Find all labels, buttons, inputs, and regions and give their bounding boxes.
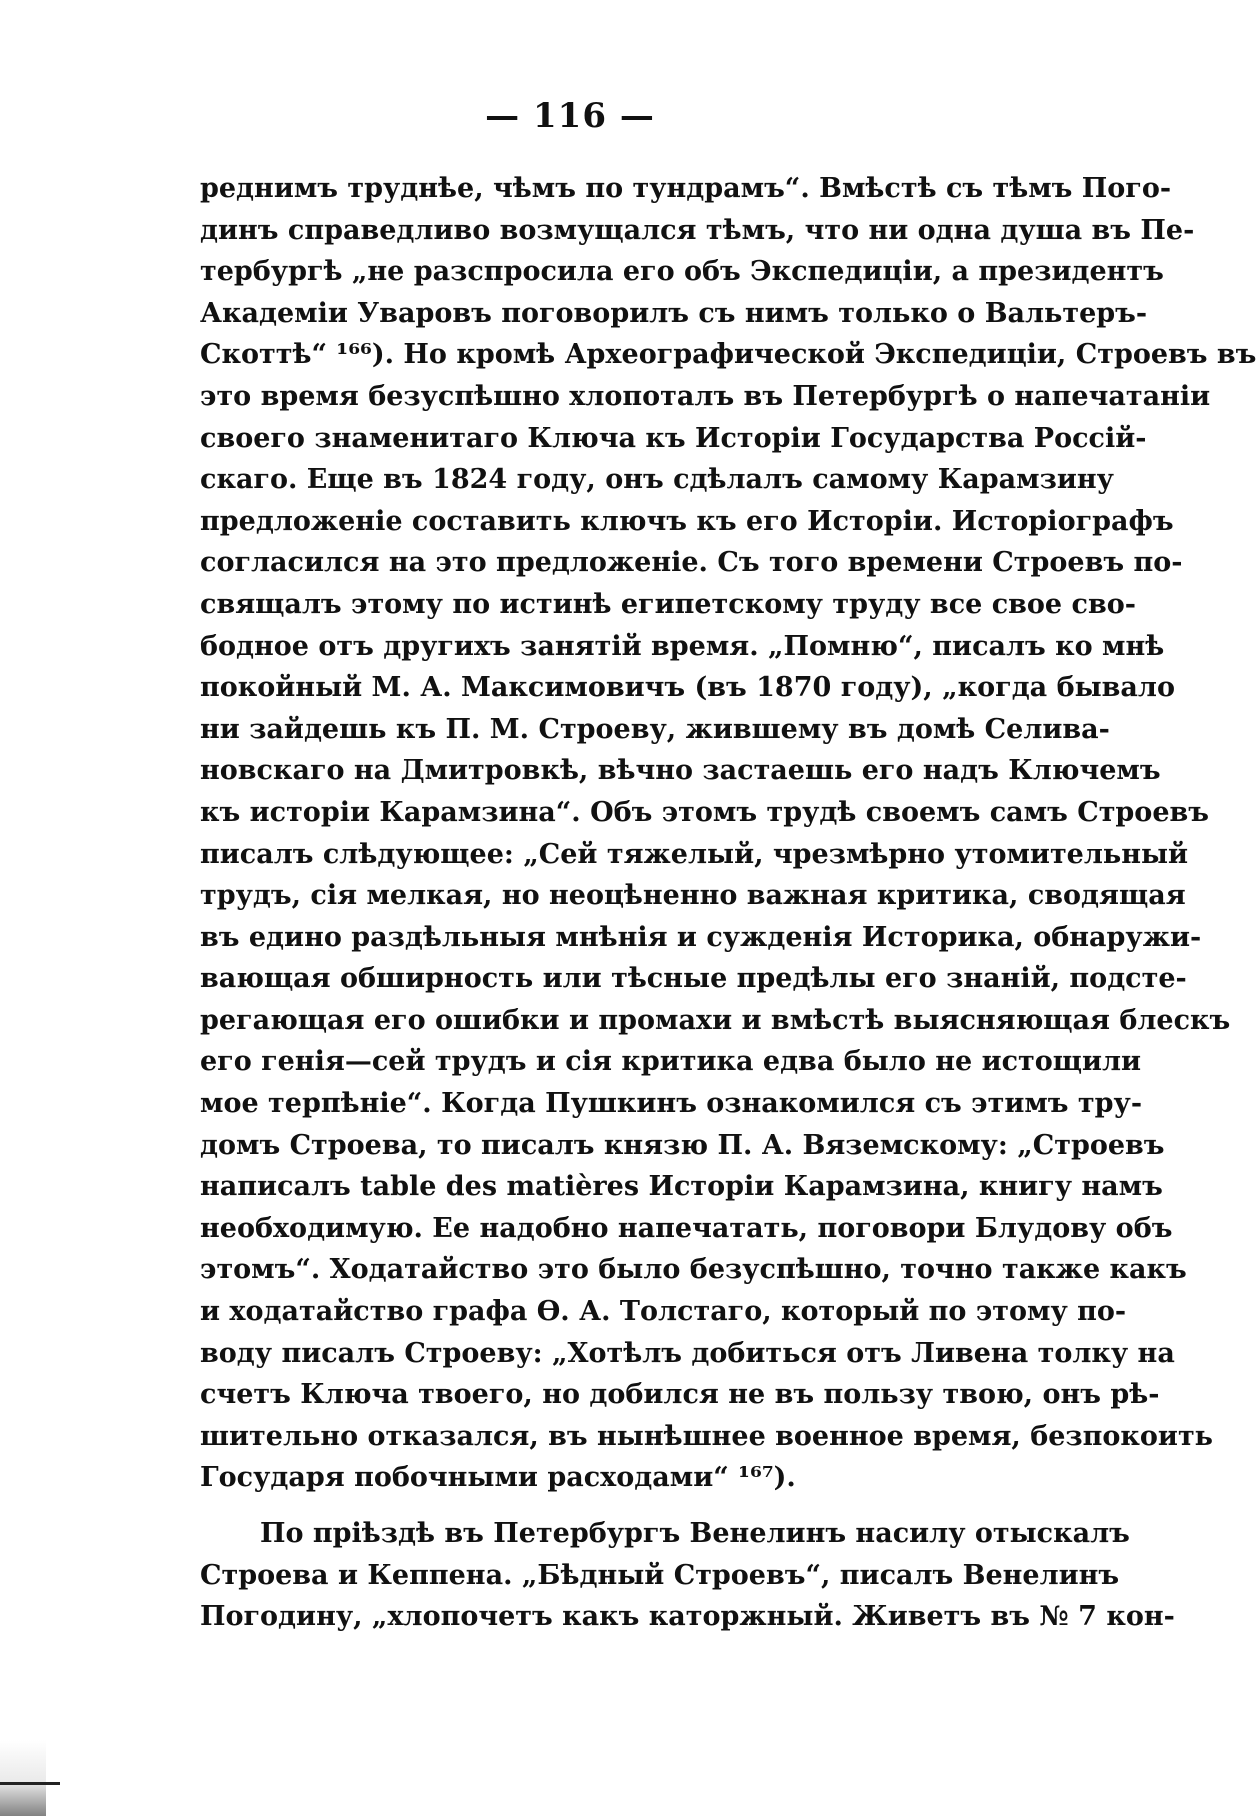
text-line: покойный М. А. Максимовичъ (въ 1870 году), „когда бывало <box>200 672 1175 704</box>
paragraph-gap <box>200 1499 1062 1513</box>
text-line: домъ Строева, то писалъ князю П. А. Вяземскому: „Строевъ <box>200 1129 1165 1161</box>
text-line: трудъ, сія мелкая, но неоцѣненно важная критика, сводящая <box>200 880 1186 912</box>
text-line: По пріѣздѣ въ Петербургъ Венелинъ насилу отыскалъ <box>260 1518 1130 1549</box>
text-line: предложеніе составить ключъ къ его Исторіи. Исторіографъ <box>200 505 1174 537</box>
text-line: согласился на это предложеніе. Съ того времени Строевъ по- <box>200 547 1183 579</box>
text-line: вающая обширность или тѣсные предѣлы его знаній, подсте- <box>200 963 1187 995</box>
text-line: динъ справедливо возмущался тѣмъ, что ни одна душа въ Пе- <box>200 214 1195 246</box>
text-line: мое терпѣніе“. Когда Пушкинъ ознакомился съ этимъ тру- <box>200 1088 1143 1120</box>
text-line: въ едино раздѣльныя мнѣнія и сужденія Историка, обнаружи- <box>200 921 1202 953</box>
text-line: своего знаменитаго Ключа къ Исторіи Государства Россій- <box>200 422 1147 454</box>
text-line: реднимъ труднѣе, чѣмъ по тундрамъ“. Вмѣстѣ съ тѣмъ Пого- <box>200 173 1172 204</box>
scan-shadow <box>0 1740 46 1816</box>
text-line: свящалъ этому по истинѣ египетскому труду все свое сво- <box>200 588 1136 620</box>
text-line: написалъ table des matières Исторіи Карамзина, книгу намъ <box>200 1171 1163 1203</box>
text-line: счетъ Ключа твоего, но добился не въ пользу твою, онъ рѣ- <box>200 1379 1160 1411</box>
text-line: къ исторіи Карамзина“. Объ этомъ трудѣ своемъ самъ Строевъ <box>200 796 1209 828</box>
text-line: воду писалъ Строеву: „Хотѣлъ добиться отъ Ливена толку на <box>200 1337 1175 1369</box>
text-line: скаго. Еще въ 1824 году, онъ сдѣлалъ самому Карамзину <box>200 464 1114 496</box>
text-line: это время безуспѣшно хлопоталъ въ Петербургѣ о напечатаніи <box>200 380 1211 412</box>
page-number: — 116 — <box>485 96 655 136</box>
text-line: ни зайдешь къ П. М. Строеву, жившему въ домѣ Селива- <box>200 713 1110 745</box>
text-line: шительно отказался, въ нынѣшнее военное время, безпокоить <box>200 1420 1214 1452</box>
text-line: необходимую. Ее надобно напечатать, поговори Блудову объ <box>200 1212 1173 1244</box>
text-line: этомъ“. Ходатайство это было безуспѣшно, точно также какъ <box>200 1254 1187 1286</box>
text-line: Академіи Уваровъ поговорилъ съ нимъ только о Вальтеръ- <box>200 297 1148 329</box>
text-line: Скоттѣ“ ¹⁶⁶). Но кромѣ Археографической Экспедиціи, Строевъ въ <box>200 339 1256 371</box>
text-line: его генія—сей трудъ и сія критика едва было не истощили <box>200 1046 1142 1078</box>
text-line: Строева и Кеппена. „Бѣдный Строевъ“, писалъ Венелинъ <box>200 1559 1120 1591</box>
text-line: бодное отъ другихъ занятій время. „Помню“, писалъ ко мнѣ <box>200 630 1165 662</box>
text-line: Государя побочными расходами“ ¹⁶⁷). <box>200 1462 796 1494</box>
text-line: новскаго на Дмитровкѣ, вѣчно застаешь его надъ Ключемъ <box>200 755 1161 787</box>
scan-edge-mark <box>0 1782 60 1785</box>
text-line: тербургѣ „не разспросила его объ Экспедиціи, а президентъ <box>200 256 1164 288</box>
text-line: Погодину, „хлопочетъ какъ каторжный. Живетъ въ № 7 кон- <box>200 1601 1175 1633</box>
text-line: писалъ слѣдующее: „Сей тяжелый, чрезмѣрно утомительный <box>200 838 1189 870</box>
body-text <box>200 168 1256 1638</box>
text-line: регающая его ошибки и промахи и вмѣстѣ выясняющая блескъ <box>200 1004 1231 1036</box>
text-line: и ходатайство графа Ѳ. А. Толстаго, который по этому по- <box>200 1296 1127 1328</box>
